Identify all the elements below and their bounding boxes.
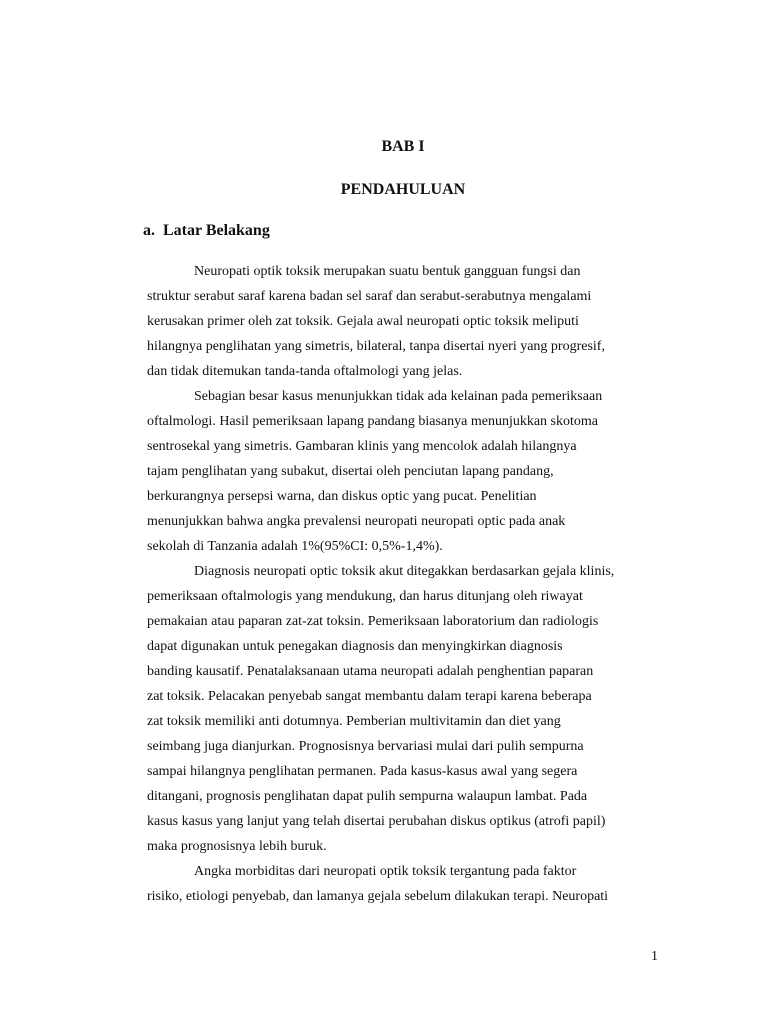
text-line: kerusakan primer oleh zat toksik. Gejala awal neuropati optic toksik meliputi (147, 314, 579, 329)
text-line: risiko, etiologi penyebab, dan lamanya gejala sebelum dilakukan terapi. Neuropati (147, 889, 609, 904)
chapter-number: BAB I (381, 138, 425, 155)
text-line: Angka morbiditas dari neuropati optik toksik tergantung pada faktor (194, 864, 577, 879)
text-line: maka prognosisnya lebih buruk. (147, 839, 327, 854)
text-line: kasus kasus yang lanjut yang telah disertai perubahan diskus optikus (atrofi papil) (147, 814, 606, 829)
text-line: Diagnosis neuropati optic toksik akut ditegakkan berdasarkan gejala klinis, (194, 564, 615, 579)
text-line: Neuropati optik toksik merupakan suatu bentuk gangguan fungsi dan (194, 264, 581, 279)
text-line: menunjukkan bahwa angka prevalensi neuropati neuropati optic pada anak (147, 514, 566, 529)
chapter-title: PENDAHULUAN (340, 181, 466, 198)
text-line: sekolah di Tanzania adalah 1%(95%CI: 0,5%-1,4%). (147, 539, 443, 554)
text-line: struktur serabut saraf karena badan sel saraf dan serabut-serabutnya mengalami (147, 289, 592, 304)
text-line: pemeriksaan oftalmologis yang mendukung, dan harus ditunjang oleh riwayat (147, 589, 583, 604)
text-line: berkurangnya persepsi warna, dan diskus optic yang pucat. Penelitian (147, 489, 537, 504)
text-line: zat toksik. Pelacakan penyebab sangat membantu dalam terapi karena beberapa (147, 689, 592, 704)
text-line: seimbang juga dianjurkan. Prognosisnya bervariasi mulai dari pulih sempurna (147, 739, 584, 754)
section-heading: a. Latar Belakang (143, 222, 270, 239)
text-line: tajam penglihatan yang subakut, disertai oleh penciutan lapang pandang, (147, 464, 554, 479)
page-number: 1 (651, 949, 658, 964)
text-line: oftalmologi. Hasil pemeriksaan lapang pandang biasanya menunjukkan skotoma (147, 414, 598, 429)
text-line: sentrosekal yang simetris. Gambaran klinis yang mencolok adalah hilangnya (147, 439, 577, 454)
text-line: dapat digunakan untuk penegakan diagnosis dan menyingkirkan diagnosis (147, 639, 563, 654)
text-line: zat toksik memiliki anti dotumnya. Pemberian multivitamin dan diet yang (147, 714, 561, 729)
text-line: dan tidak ditemukan tanda-tanda oftalmologi yang jelas. (147, 364, 463, 379)
text-line: hilangnya penglihatan yang simetris, bilateral, tanpa disertai nyeri yang progresif, (147, 339, 605, 354)
text-line: sampai hilangnya penglihatan permanen. Pada kasus-kasus awal yang segera (147, 764, 578, 779)
text-line: ditangani, prognosis penglihatan dapat pulih sempurna walaupun lambat. Pada (147, 789, 588, 804)
text-line: banding kausatif. Penatalaksanaan utama neuropati adalah penghentian paparan (147, 664, 594, 679)
text-line: Sebagian besar kasus menunjukkan tidak ada kelainan pada pemeriksaan (194, 389, 603, 404)
text-line: pemakaian atau paparan zat-zat toksin. Pemeriksaan laboratorium dan radiologis (147, 614, 599, 629)
